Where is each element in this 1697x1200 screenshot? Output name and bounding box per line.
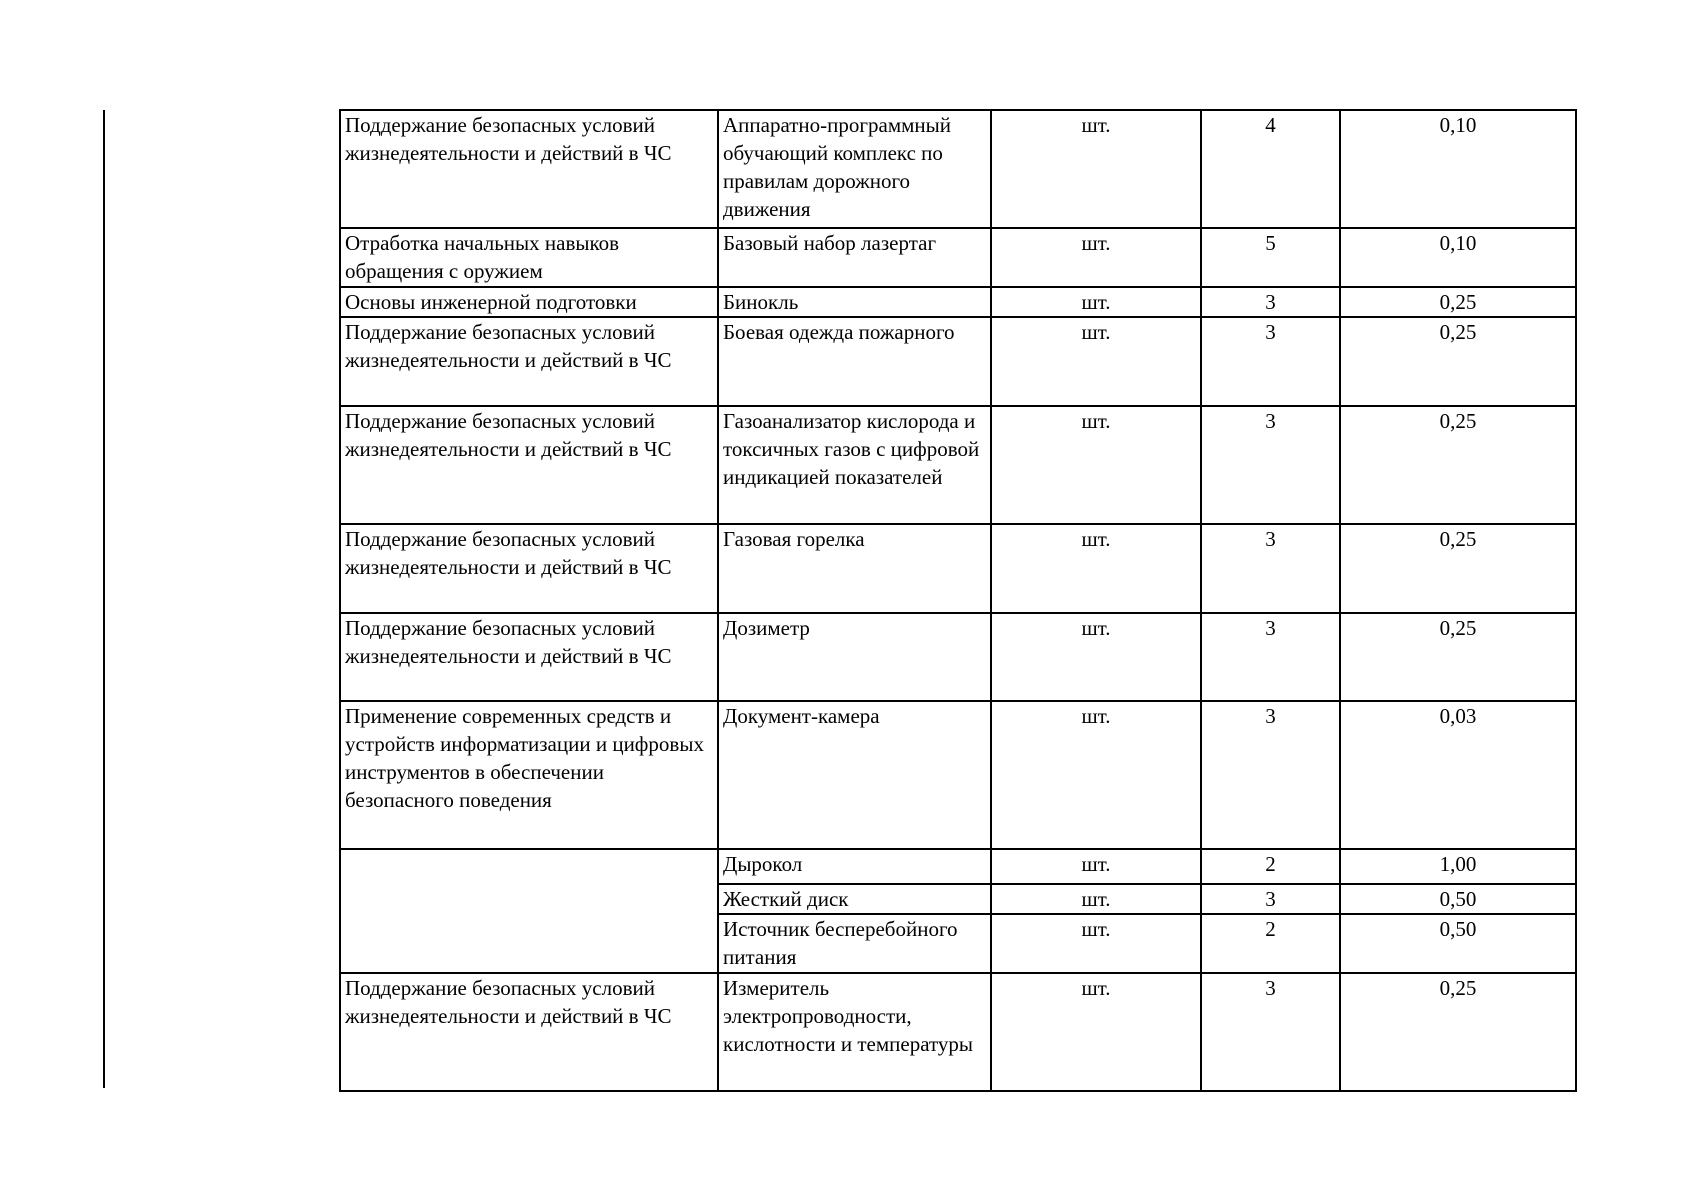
unit-cell: шт.: [991, 406, 1201, 524]
norm-cell: 0,25: [1340, 317, 1576, 406]
table-row: [340, 973, 1576, 1091]
norm-cell: 0,25: [1340, 406, 1576, 524]
unit-cell: шт.: [991, 228, 1201, 287]
topic-cell: Отработка начальных навыков обращения с оружием: [340, 228, 718, 287]
unit-cell: шт.: [991, 884, 1201, 914]
item-cell: Жесткий диск: [718, 884, 991, 914]
topic-cell: Поддержание безопасных условий жизнедеятельности и действий в ЧС: [340, 613, 718, 701]
norm-cell: 0,10: [1340, 110, 1576, 228]
topic-cell: Поддержание безопасных условий жизнедеятельности и действий в ЧС: [340, 973, 718, 1091]
norm-cell: 0,25: [1340, 287, 1576, 317]
topic-cell: Поддержание безопасных условий жизнедеятельности и действий в ЧС: [340, 524, 718, 613]
item-cell: Газоанализатор кислорода и токсичных газов с цифровой индикацией показателей: [718, 406, 991, 524]
norm-cell: 1,00: [1340, 849, 1576, 884]
unit-cell: шт.: [991, 701, 1201, 849]
unit-cell: шт.: [991, 524, 1201, 613]
unit-cell: шт.: [991, 287, 1201, 317]
unit-cell: шт.: [991, 914, 1201, 973]
quantity-cell: 3: [1201, 973, 1340, 1091]
table-row: [340, 524, 1576, 613]
item-cell: Аппаратно-программный обучающий комплекс по правилам дорожного движения: [718, 110, 991, 228]
table-row: [340, 317, 1576, 406]
table-row: [340, 701, 1576, 849]
topic-cell: Поддержание безопасных условий жизнедеятельности и действий в ЧС: [340, 317, 718, 406]
item-cell: Документ-камера: [718, 701, 991, 849]
table-row: [340, 228, 1576, 287]
norm-cell: 0,03: [1340, 701, 1576, 849]
table-row: [340, 406, 1576, 524]
item-cell: Бинокль: [718, 287, 991, 317]
unit-cell: шт.: [991, 849, 1201, 884]
quantity-cell: 3: [1201, 884, 1340, 914]
unit-cell: шт.: [991, 110, 1201, 228]
norm-cell: 0,50: [1340, 884, 1576, 914]
quantity-cell: 3: [1201, 524, 1340, 613]
topic-cell: Поддержание безопасных условий жизнедеятельности и действий в ЧС: [340, 110, 718, 228]
table-row: [340, 287, 1576, 317]
norm-cell: 0,25: [1340, 524, 1576, 613]
table-row: [340, 613, 1576, 701]
quantity-cell: 3: [1201, 317, 1340, 406]
topic-cell: Основы инженерной подготовки: [340, 287, 718, 317]
quantity-cell: 3: [1201, 406, 1340, 524]
topic-cell-empty: [340, 849, 718, 973]
norm-cell: 0,50: [1340, 914, 1576, 973]
quantity-cell: 4: [1201, 110, 1340, 228]
item-cell: Дырокол: [718, 849, 991, 884]
quantity-cell: 3: [1201, 701, 1340, 849]
item-cell: Дозиметр: [718, 613, 991, 701]
quantity-cell: 2: [1201, 849, 1340, 884]
equipment-table: [339, 109, 1577, 1092]
topic-cell: Применение современных средств и устройств информатизации и цифровых инструментов в обеспечении безопасного поведения: [340, 701, 718, 849]
unit-cell: шт.: [991, 613, 1201, 701]
table-row: [340, 849, 1576, 884]
norm-cell: 0,25: [1340, 613, 1576, 701]
item-cell: Базовый набор лазертаг: [718, 228, 991, 287]
quantity-cell: 3: [1201, 287, 1340, 317]
quantity-cell: 3: [1201, 613, 1340, 701]
norm-cell: 0,10: [1340, 228, 1576, 287]
item-cell: Источник бесперебойного питания: [718, 914, 991, 973]
item-cell: Боевая одежда пожарного: [718, 317, 991, 406]
quantity-cell: 2: [1201, 914, 1340, 973]
item-cell: Газовая горелка: [718, 524, 991, 613]
unit-cell: шт.: [991, 973, 1201, 1091]
table-row: [340, 110, 1576, 228]
norm-cell: 0,25: [1340, 973, 1576, 1091]
page-margin-line: [103, 110, 105, 1088]
quantity-cell: 5: [1201, 228, 1340, 287]
item-cell: Измеритель электропроводности, кислотности и температуры: [718, 973, 991, 1091]
unit-cell: шт.: [991, 317, 1201, 406]
topic-cell: Поддержание безопасных условий жизнедеятельности и действий в ЧС: [340, 406, 718, 524]
